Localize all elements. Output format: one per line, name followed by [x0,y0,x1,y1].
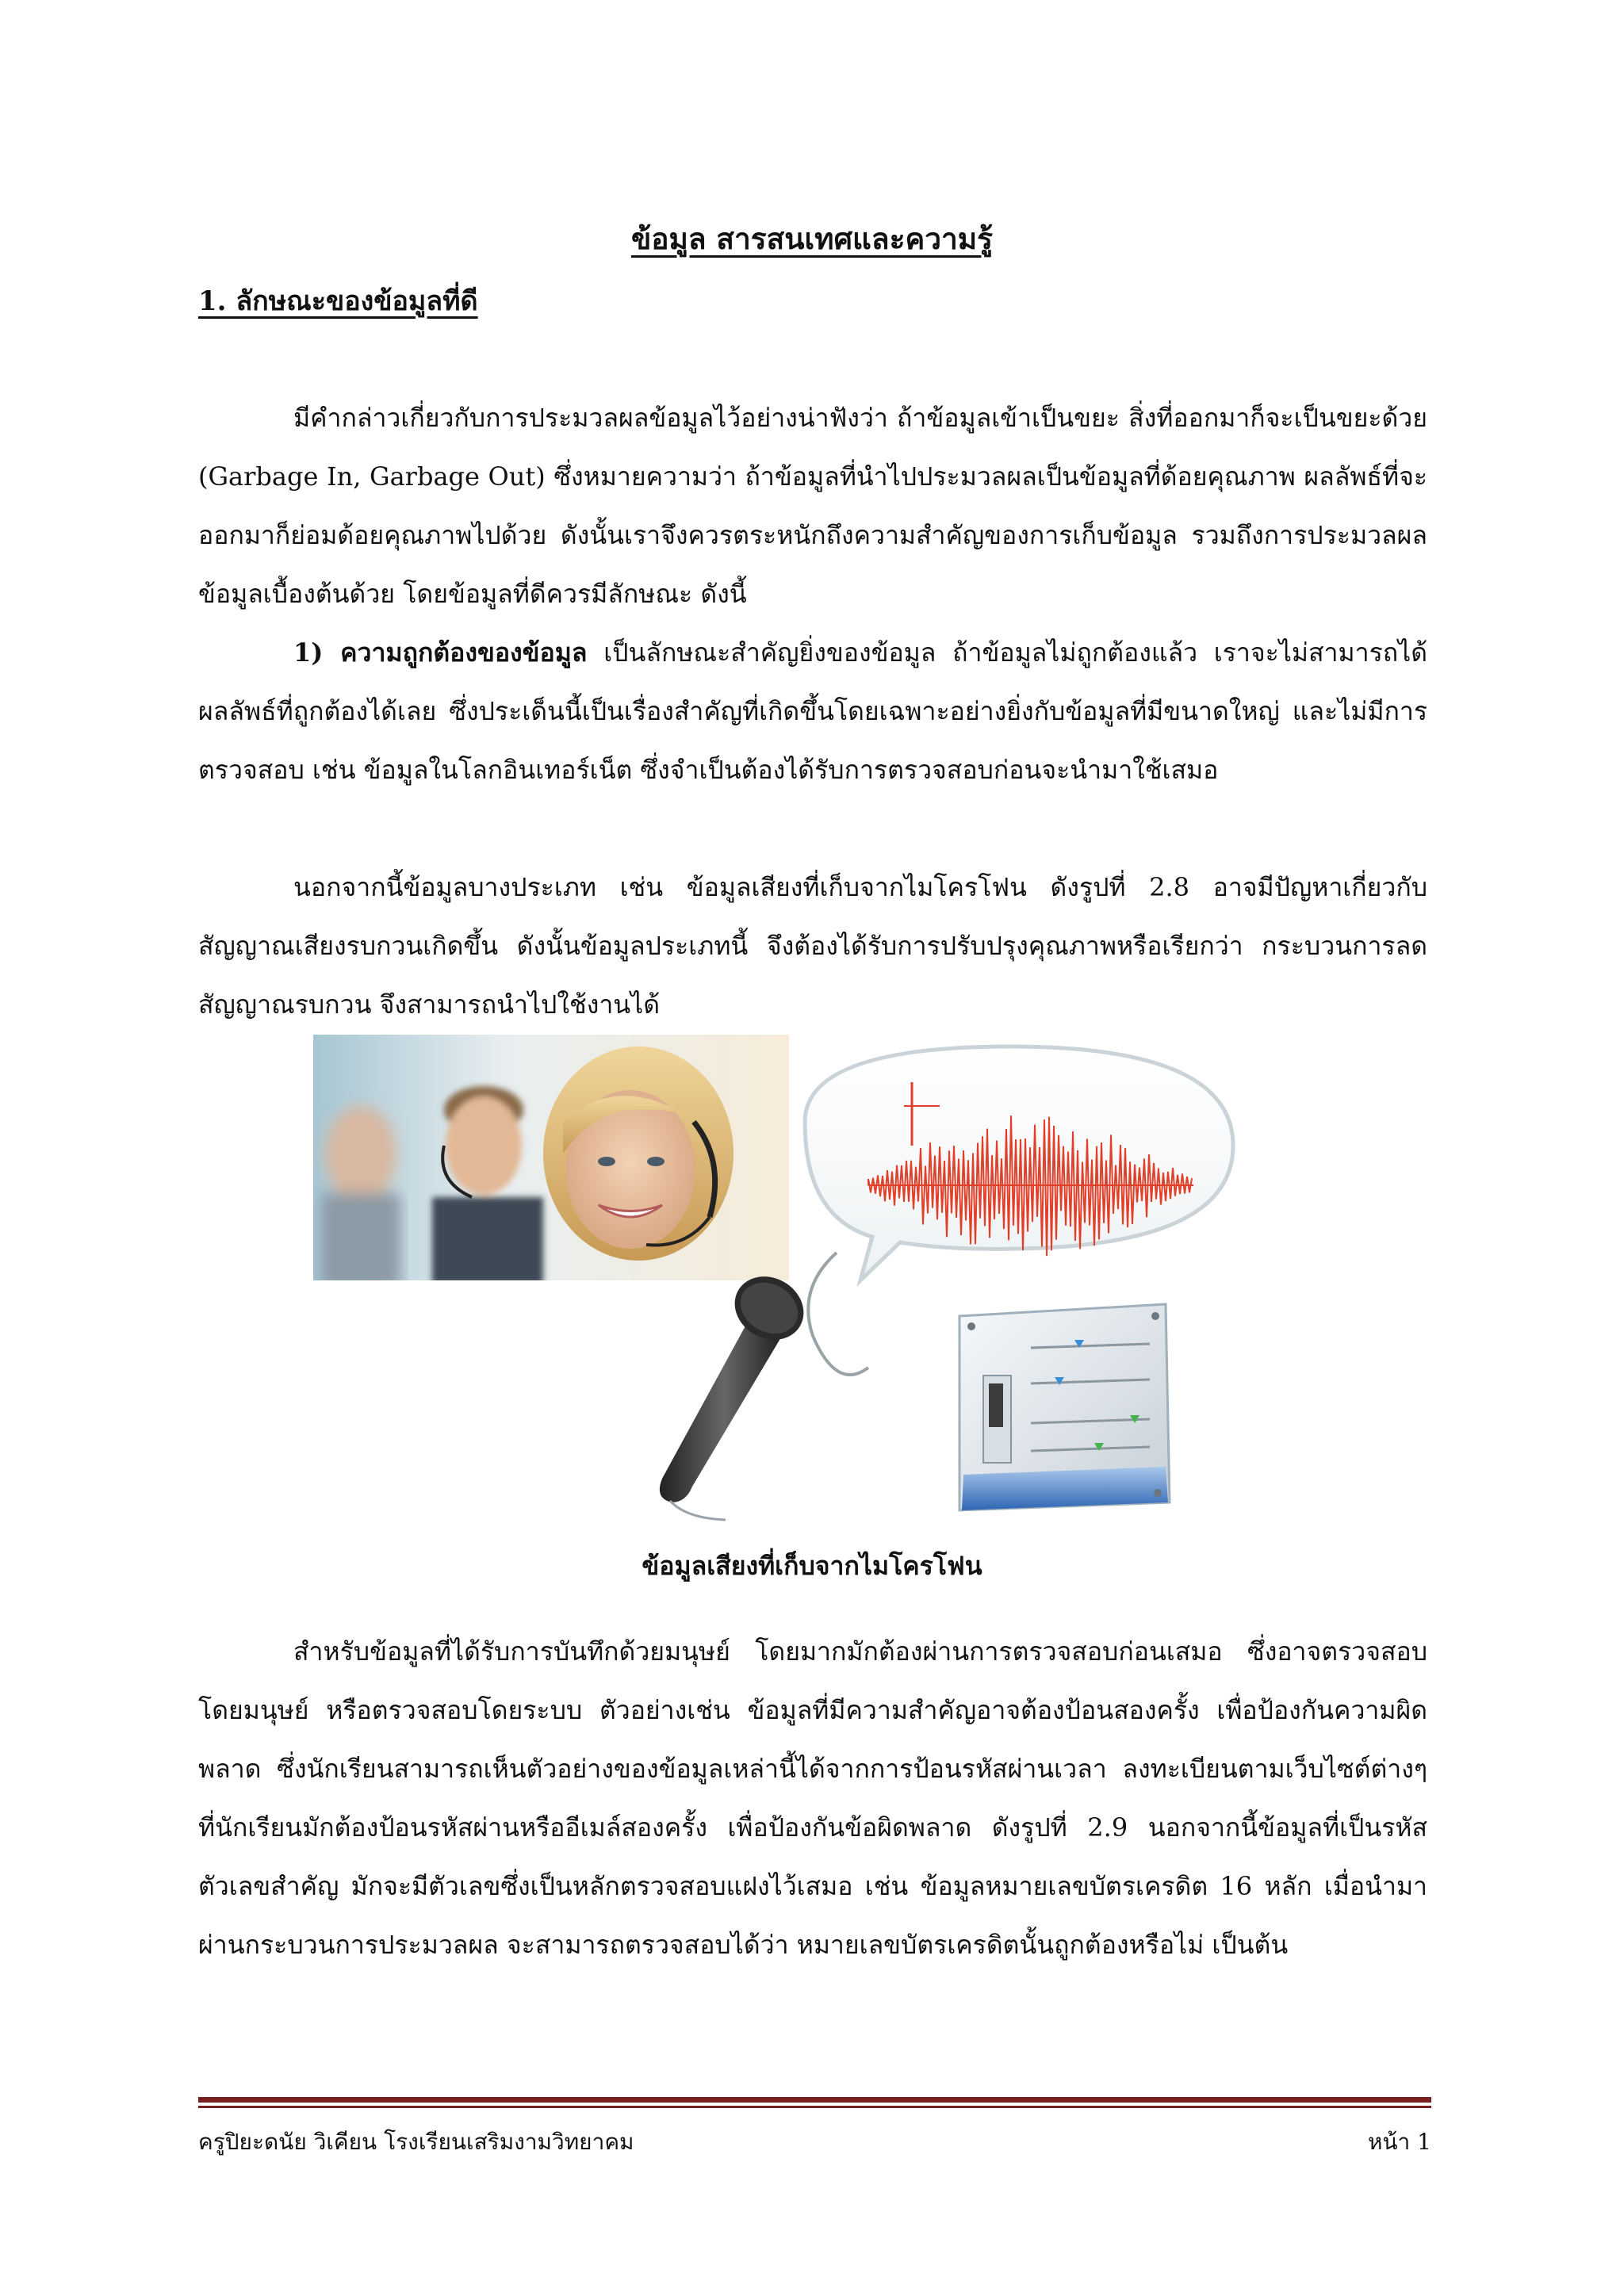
footer-rule-thin [198,2106,1431,2108]
paragraph-intro: มีคำกล่าวเกี่ยวกับการประมวลผลข้อมูลไว้อย่างน่าฟังว่า ถ้าข้อมูลเข้าเป็นขยะ สิ่งที่ออกมาก็จะเป็นขยะด้วย (Garbage In, Garbage Out) ซึ่งหมายความว่า ถ้าข้อมูลที่นำไปประมวลผลเป็นข้อมูลที่ด้อยคุณภาพ ผลลัพธ์ที่จะออกมาก็ย่อมด้อยคุณภาพไปด้วย ดังนั้นเราจึงควรตระหนักถึงความสำคัญของการเก็บข้อมูล รวมถึงการประมวลผลข้อมูลเบื้องต้นด้วย โดยข้อมูลที่ดีควรมีลักษณะ ดังนี้ [198,403,1427,609]
section-heading: 1. ลักษณะของข้อมูลที่ดี [198,285,478,317]
mixer-panel-icon [959,1304,1170,1510]
footer-rule-thick [198,2097,1431,2103]
paragraph-noise: นอกจากนี้ข้อมูลบางประเภท เช่น ข้อมูลเสียงที่เก็บจากไมโครโฟน ดังรูปที่ 2.8 อาจมีปัญหาเกี่ยวกับสัญญาณเสียงรบกวนเกิดขึ้น ดังนั้นข้อมูลประเภทนี้ จึงต้องได้รับการปรับปรุงคุณภาพหรือเรียกว่า กระบวนการลดสัญญาณรบกวน จึงสามารถนำไปใช้งานได้ [198,872,1427,1020]
microphone-icon [660,1253,868,1520]
accuracy-body: เป็นลักษณะสำคัญยิ่งของข้อมูล ถ้าข้อมูลไม่ถูกต้องแล้ว เราจะไม่สามารถได้ผลลัพธ์ที่ถูกต้องได้เลย ซึ่งประเด็นนี้เป็นเรื่องสำคัญที่เกิดขึ้นโดยเฉพาะอย่างยิ่งกับข้อมูลที่มีขนาดใหญ่ และไม่มีการตรวจสอบ เช่น ข้อมูลในโลกอินเทอร์เน็ต ซึ่งจำเป็นต้องได้รับการตรวจสอบก่อนจะนำมาใช้เสมอ [198,637,1428,785]
accuracy-lead: 1) ความถูกต้องของข้อมูล [293,637,588,668]
paragraph-accuracy [198,623,1427,799]
footer-page-number: หน้า 1 [1367,2129,1431,2155]
figure-caption: ข้อมูลเสียงที่เก็บจากไมโครโฟน [642,1551,982,1581]
page-title: ข้อมูล สารสนเทศและความรู้ [630,221,994,256]
speech-bubble-icon [805,1047,1233,1280]
paragraph-human-verification: สำหรับข้อมูลที่ได้รับการบันทึกด้วยมนุษย์ โดยมากมักต้องผ่านการตรวจสอบก่อนเสมอ ซึ่งอาจตรวจสอบโดยมนุษย์ หรือตรวจสอบโดยระบบ ตัวอย่างเช่น ข้อมูลที่มีความสำคัญอาจต้องป้อนสองครั้ง เพื่อป้องกันความผิดพลาด ซึ่งนักเรียนสามารถเห็นตัวอย่างของข้อมูลเหล่านี้ได้จากการป้อนรหัสผ่านเวลา ลงทะเบียนตามเว็บไซต์ต่างๆ ที่นักเรียนมักต้องป้อนรหัสผ่านหรืออีเมล์สองครั้ง เพื่อป้องกันข้อผิดพลาด ดังรูปที่ 2.9 นอกจากนี้ข้อมูลที่เป็นรหัสตัวเลขสำคัญ มักจะมีตัวเลขซึ่งเป็นหลักตรวจสอบแฝงไว้เสมอ เช่น ข้อมูลหมายเลขบัตรเครดิต 16 หลัก เมื่อนำมาผ่านกระบวนการประมวลผล จะสามารถตรวจสอบได้ว่า หมายเลขบัตรเครดิตนั้นถูกต้องหรือไม่ เป็นต้น [198,1636,1427,1960]
microphone-figure [313,1035,1314,1530]
footer-author: ครูปิยะดนัย วิเคียน โรงเรียนเสริมงามวิทยาคม [198,2129,634,2155]
